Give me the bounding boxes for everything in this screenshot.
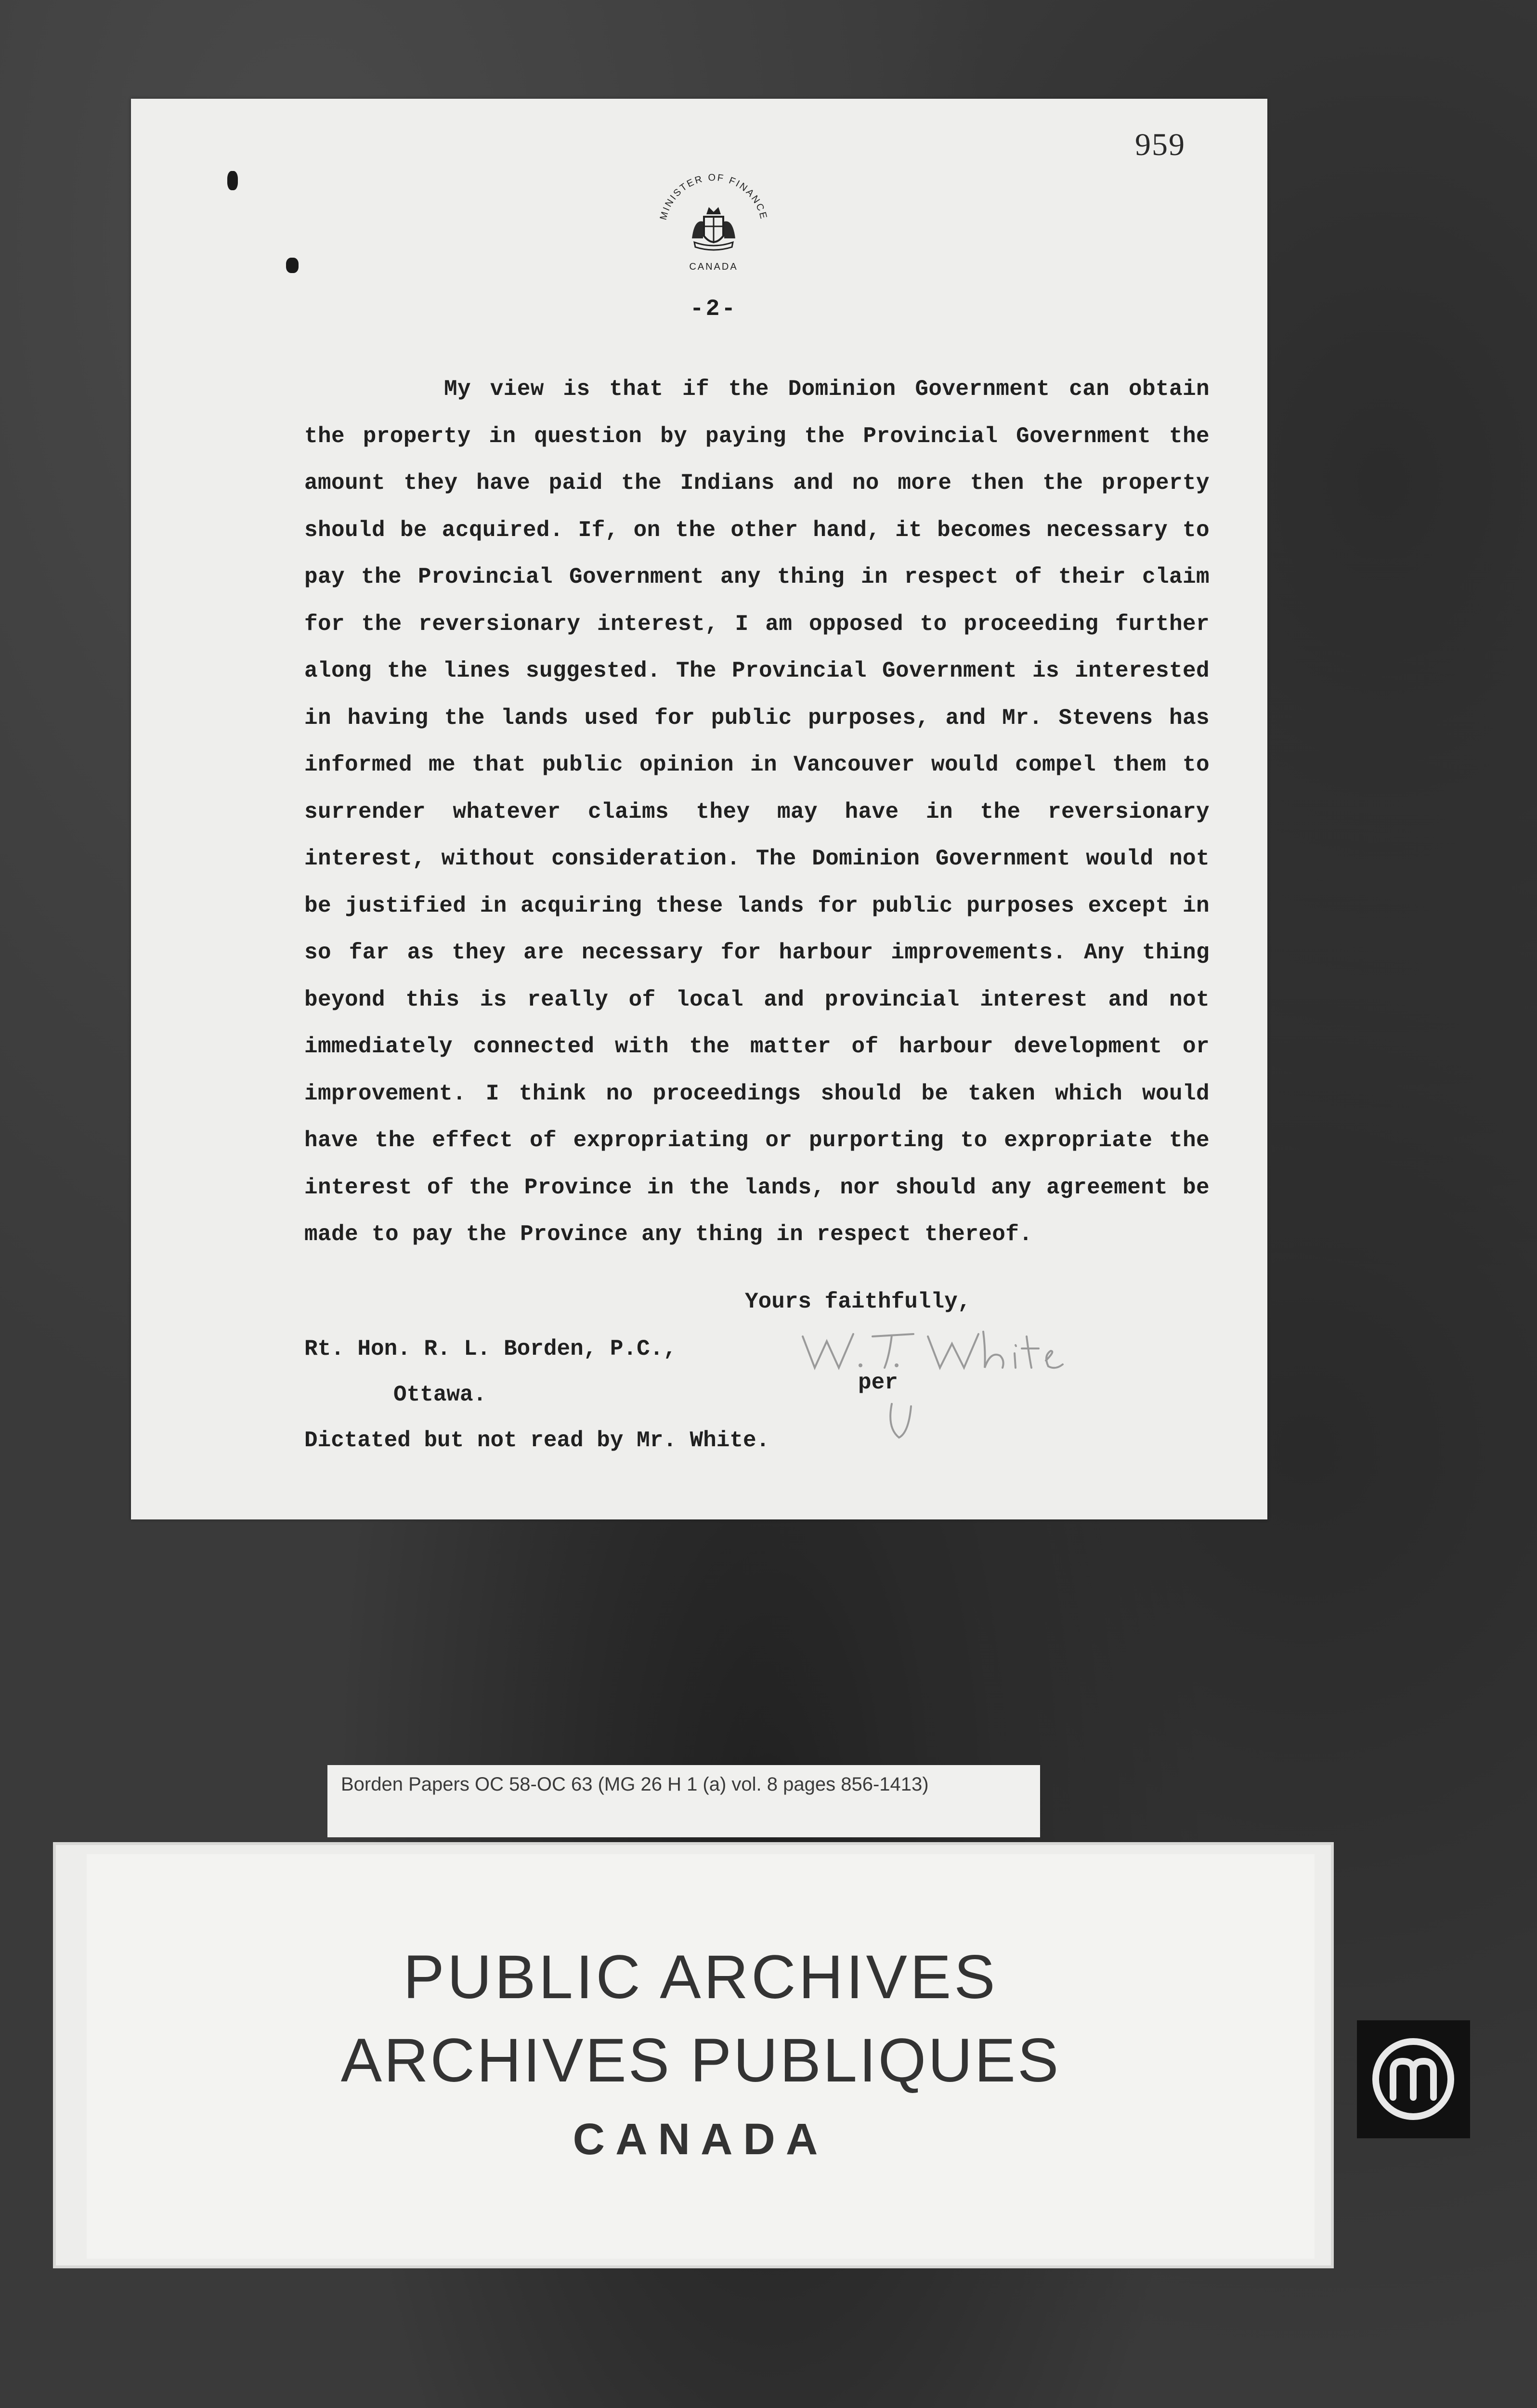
ink-mark	[286, 258, 299, 273]
archive-reference-tag: Borden Papers OC 58-OC 63 (MG 26 H 1 (a) vol. 8 pages 856-1413)	[327, 1765, 1040, 1837]
page-marker: -2-	[690, 296, 738, 322]
archives-card-inner	[87, 1854, 1315, 2259]
letter-closing: Yours faithfully,	[745, 1289, 971, 1314]
microfilm-logo-icon	[1357, 2020, 1470, 2138]
page-number: 959	[1135, 127, 1185, 162]
svg-text:MINISTER OF FINANCE: MINISTER OF FINANCE	[658, 172, 769, 222]
letter-body-paragraph: My view is that if the Dominion Government can obtain the property in question by paying the Provincial Government the amount they have paid the Indians and no more then the property should be acquired. If, on the other hand, it becomes necessary to pay the Provincial Government any thing in respect of their claim for the reversionary interest, I am opposed to proceeding further along the lines suggested. The Provincial Government is interested in having the lands used for public purposes, and Mr. Stevens has informed me that public opinion in Vancouver would compel them to surrender whatever claims they may have in the reversionary interest, without consideration. The Dominion Government would not be justified in acquiring these lands for public purposes except in so far as they are necessary for harbour improvements. Any thing beyond this is really of local and provincial interest and not immediately connected with the matter of harbour development or improvement. I think no proceedings should be taken which would have the effect of expropriating or purporting to expropriate the interest of the Province in the lands, nor should any agreement be made to pay the Province any thing in respect thereof.	[304, 377, 1210, 1247]
archives-card	[53, 1842, 1334, 2268]
recipient-city: Ottawa.	[393, 1382, 487, 1407]
handwritten-signature	[793, 1322, 1101, 1375]
microfilm-logo-graphic-icon	[1357, 2020, 1470, 2138]
archives-title-french: ARCHIVES PUBLIQUES	[340, 2026, 1061, 2095]
minister-of-finance-crest-icon	[646, 171, 781, 282]
ink-mark	[227, 171, 238, 190]
recipient-name: Rt. Hon. R. L. Borden, P.C.,	[304, 1336, 677, 1361]
svg-text:CANADA: CANADA	[689, 262, 738, 272]
letter-page	[131, 99, 1267, 1519]
archives-title-english: PUBLIC ARCHIVES	[403, 1943, 998, 2012]
dictation-note: Dictated but not read by Mr. White.	[304, 1428, 770, 1453]
archives-country: CANADA	[573, 2115, 829, 2164]
per-label: per	[858, 1370, 898, 1395]
handwritten-initial	[882, 1399, 921, 1442]
